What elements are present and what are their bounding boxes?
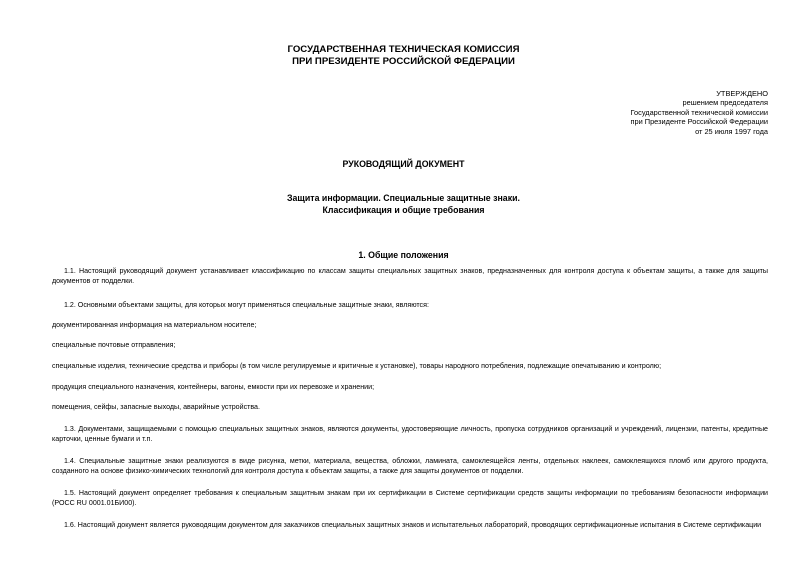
paragraph-1-2: 1.2. Основными объектами защиты, для которых могут применяться специальные защитные знаки, являются: (64, 301, 429, 309)
paragraph-1-4: 1.4. Специальные защитные знаки реализуются в виде рисунка, метки, материала, вещества, обложки, ламината, самоклеящейся ленты, отдельных наклеек, самоклеящихся пломб или другого продукта, созданного на основе физико-химических технологий для контроля доступа к объектам защиты, а также для защиты документов от подделки. (52, 457, 768, 476)
approval-line: Государственной технической комиссии (630, 107, 768, 117)
section-heading: 1. Общие положения (358, 250, 449, 260)
list-item: специальные изделия, технические средства и приборы (в том числе регулируемые и критичные к установке), товары народного потребления, подлежащие опечатыванию и контролю; (52, 362, 662, 370)
paragraph-1-6: 1.6. Настоящий документ является руководящим документом для заказчиков специальных защитных знаков и испытательных лабораторий, проводящих сертификационные испытания в Системе сертификации (64, 521, 762, 529)
list-item: специальные почтовые отправления; (52, 341, 176, 349)
header-line-2: ПРИ ПРЕЗИДЕНТЕ РОССИЙСКОЙ ФЕДЕРАЦИИ (292, 55, 515, 67)
header-line-1: ГОСУДАРСТВЕННАЯ ТЕХНИЧЕСКАЯ КОМИССИЯ (287, 44, 520, 55)
approval-line: от 25 июля 1997 года (695, 126, 768, 136)
document-type-heading: РУКОВОДЯЩИЙ ДОКУМЕНТ (342, 159, 465, 169)
approval-block (548, 89, 768, 136)
list-item: документированная информация на материальном носителе; (52, 321, 257, 329)
issuing-authority-header (0, 44, 807, 67)
document-title (0, 193, 807, 217)
paragraph-1-5: 1.5. Настоящий документ определяет требования к специальным защитным знакам при их сертификации в Системе сертификации средств защиты информации по требованиям безопасности информации (РОСС RU 0001.01БИ00). (52, 489, 768, 508)
approval-line: при Президенте Российской Федерации (630, 117, 768, 127)
list-item: помещения, сейфы, запасные выходы, аварийные устройства. (52, 403, 260, 411)
paragraph-1-1: 1.1. Настоящий руководящий документ устанавливает классификацию по классам защиты специальных защитных знаков, предназначенных для контроля доступа к объектам защиты, а также для защиты документов от подделки. (52, 267, 768, 286)
list-item: продукция специального назначения, контейнеры, вагоны, емкости при их перевозке и хранении; (52, 383, 375, 391)
approval-line: решением председателя (682, 98, 768, 108)
paragraph-1-3: 1.3. Документами, защищаемыми с помощью специальных защитных знаков, являются документы, удостоверяющие личность, пропуска сотрудников организаций и учреждений, лицензии, патенты, кредитные карточки, ценные бумаги и т.п. (52, 425, 768, 444)
document-title-line-2: Классификация и общие требования (322, 204, 485, 215)
document-title-line-1: Защита информации. Специальные защитные знаки. (287, 193, 520, 203)
approval-line: УТВЕРЖДЕНО (716, 89, 768, 98)
